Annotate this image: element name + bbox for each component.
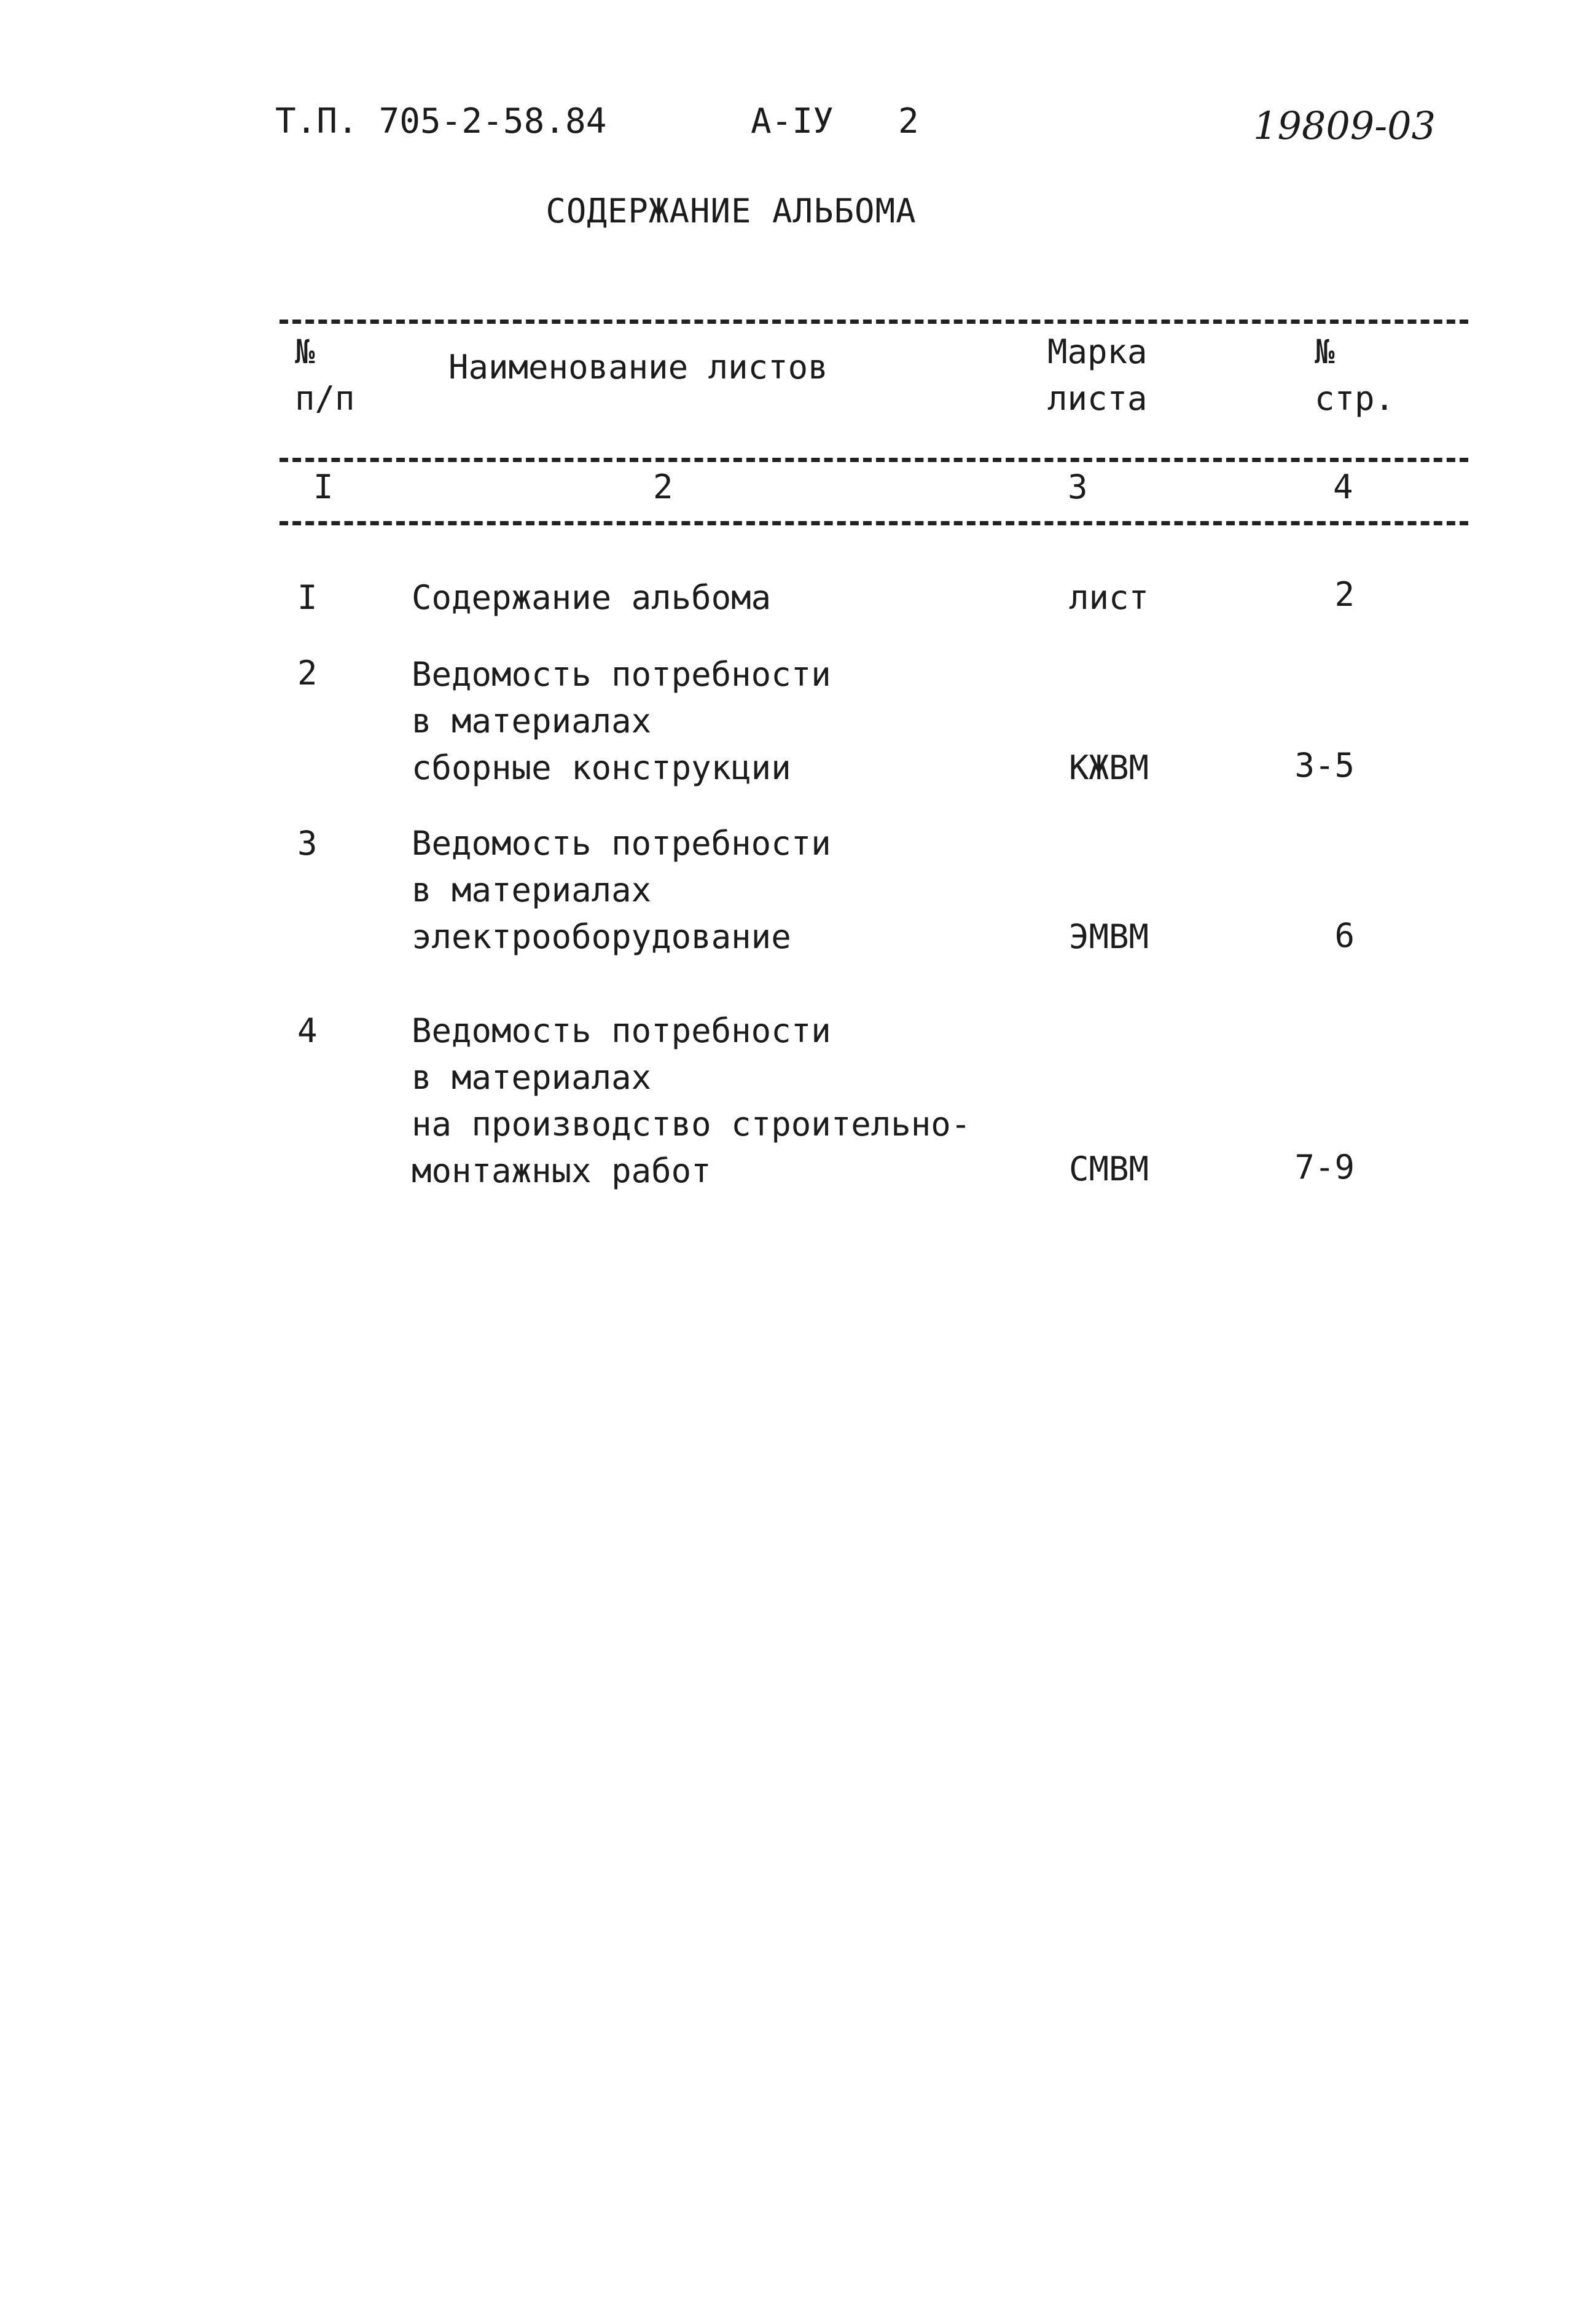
table-top-rule bbox=[280, 320, 1468, 324]
album-series: А-IУ bbox=[751, 101, 834, 141]
row-pages: 6 bbox=[1334, 916, 1355, 955]
row-mark: ЭМВМ bbox=[1069, 917, 1149, 956]
row-name-line: Содержание альбома bbox=[412, 578, 772, 617]
row-number: 3 bbox=[297, 824, 318, 863]
row-number: I bbox=[297, 578, 318, 617]
sheet-number: 2 bbox=[898, 101, 919, 141]
page-title: СОДЕРЖАНИЕ АЛЬБОМА bbox=[546, 192, 917, 230]
row-name-line: Ведомость потребности bbox=[412, 655, 831, 694]
column-number: 4 bbox=[1333, 468, 1353, 506]
table-header-rule bbox=[280, 458, 1468, 462]
inventory-number: 19809-03 bbox=[1253, 103, 1436, 148]
row-name bbox=[412, 575, 771, 621]
column-number: 3 bbox=[1068, 468, 1088, 506]
row-number: 2 bbox=[297, 654, 318, 692]
row-name-line: монтажных работ bbox=[412, 1151, 711, 1190]
project-code: Т.П. 705-2-58.84 bbox=[275, 101, 607, 141]
header-page-column bbox=[1315, 329, 1395, 422]
row-name-line: в материалах bbox=[412, 1058, 652, 1097]
row-name bbox=[412, 1008, 971, 1194]
row-name-line: в материалах bbox=[412, 871, 652, 909]
header-name-column: Наименование листов bbox=[448, 348, 828, 386]
row-mark: СМВМ bbox=[1069, 1150, 1149, 1188]
row-name-line: Ведомость потребности bbox=[412, 1011, 831, 1050]
row-number: 4 bbox=[297, 1011, 318, 1050]
column-number: I bbox=[313, 468, 334, 506]
header-mark-column bbox=[1047, 329, 1148, 422]
row-name-line: электрооборудование bbox=[412, 917, 791, 956]
table-column-numbers-rule bbox=[280, 521, 1468, 525]
row-pages: 7-9 bbox=[1294, 1148, 1355, 1186]
row-mark: КЖВМ bbox=[1069, 748, 1149, 787]
header-mark-line: листа bbox=[1047, 379, 1148, 418]
row-pages: 3-5 bbox=[1294, 746, 1355, 785]
row-name bbox=[412, 820, 831, 960]
row-name bbox=[412, 651, 831, 791]
header-mark-line: Марка bbox=[1047, 332, 1148, 371]
column-number: 2 bbox=[653, 468, 673, 506]
row-name-line: в материалах bbox=[412, 702, 652, 740]
header-number-line: № bbox=[295, 332, 315, 371]
row-mark: лист bbox=[1069, 578, 1149, 617]
row-pages: 2 bbox=[1334, 575, 1355, 614]
row-name-line: Ведомость потребности bbox=[412, 824, 831, 863]
header-page-line: стр. bbox=[1315, 379, 1395, 418]
row-name-line: сборные конструкции bbox=[412, 748, 791, 787]
header-number-column bbox=[295, 329, 355, 422]
header-number-line: п/п bbox=[295, 379, 355, 418]
row-name-line: на производство строительно- bbox=[412, 1105, 971, 1143]
header-page-line: № bbox=[1315, 332, 1335, 371]
